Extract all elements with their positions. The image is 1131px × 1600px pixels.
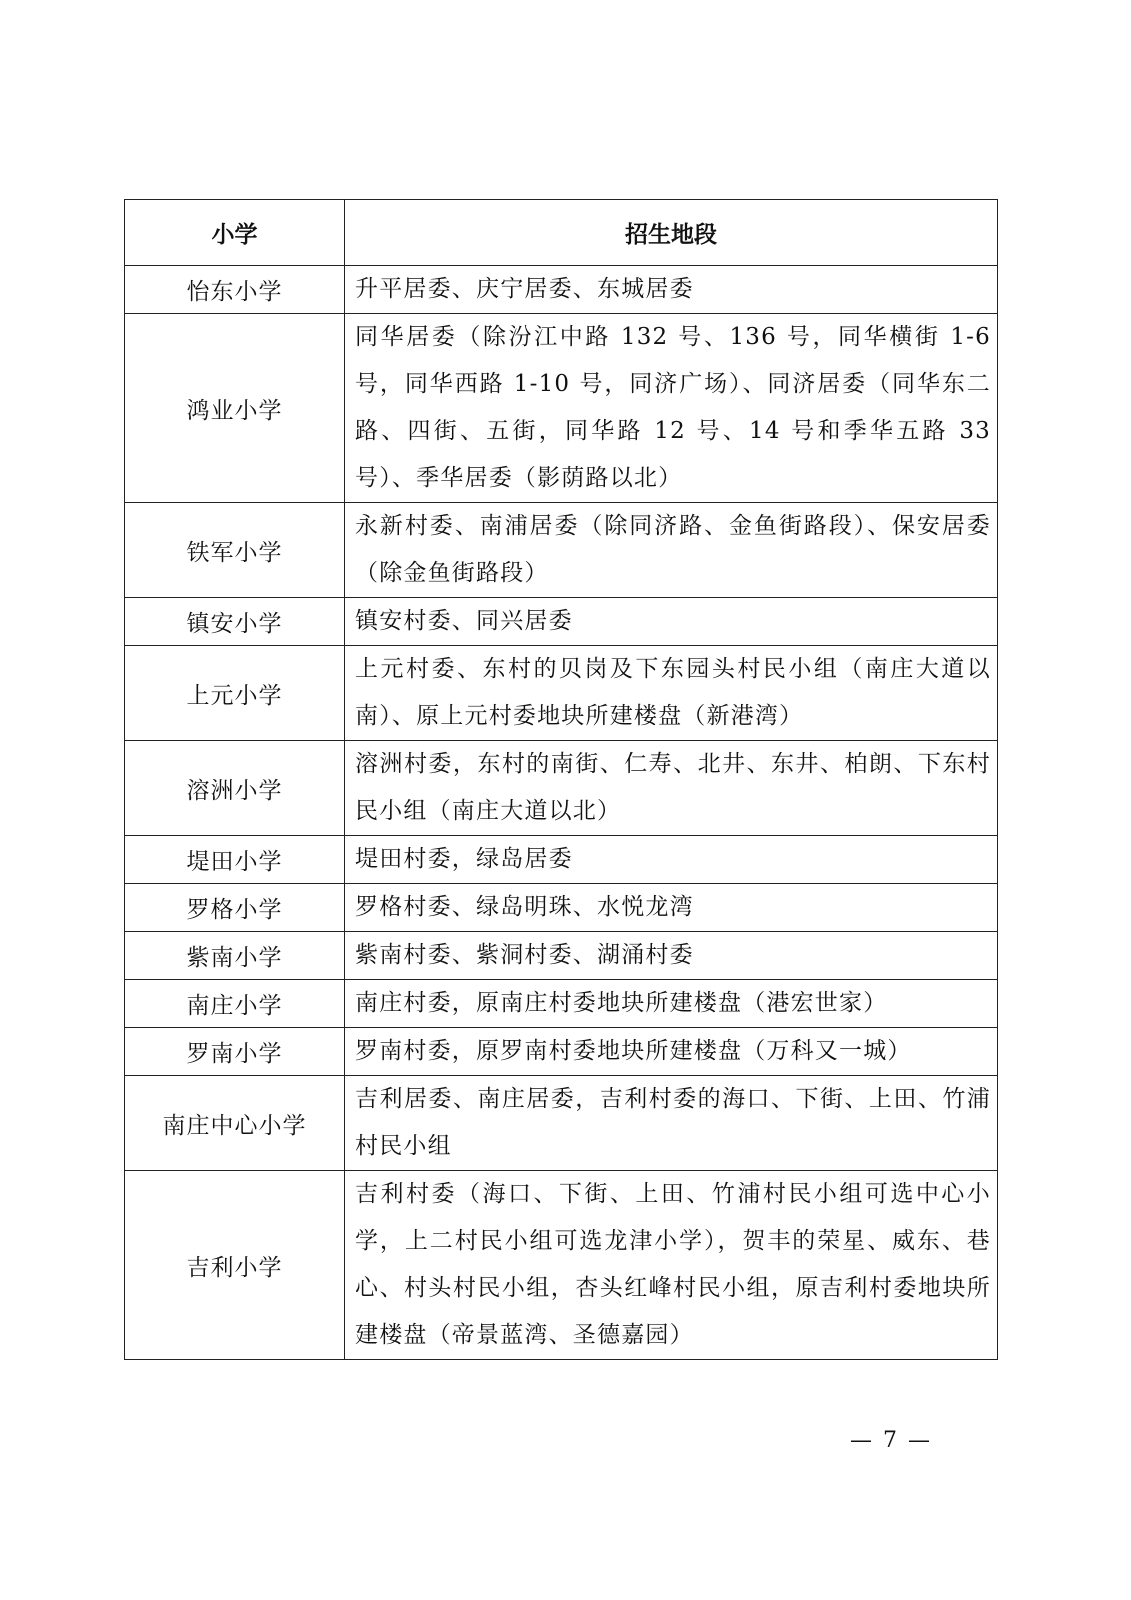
header-school: 小学: [125, 200, 345, 266]
enrollment-area-cell: 罗格村委、绿岛明珠、水悦龙湾: [345, 884, 998, 932]
table-row: [125, 932, 998, 980]
school-name-cell: 溶洲小学: [125, 741, 345, 836]
school-name-cell: 鸿业小学: [125, 314, 345, 503]
table-row: [125, 1171, 998, 1360]
school-name-cell: 罗南小学: [125, 1028, 345, 1076]
school-name-cell: 上元小学: [125, 646, 345, 741]
header-area: 招生地段: [345, 200, 998, 266]
school-name-cell: 紫南小学: [125, 932, 345, 980]
school-name-cell: 镇安小学: [125, 598, 345, 646]
table-header-row: [125, 200, 998, 266]
page-number: — 7 —: [850, 1428, 932, 1453]
enrollment-area-cell: 升平居委、庆宁居委、东城居委: [345, 266, 998, 314]
table-row: [125, 266, 998, 314]
enrollment-area-cell: 镇安村委、同兴居委: [345, 598, 998, 646]
school-name-cell: 南庄中心小学: [125, 1076, 345, 1171]
table-row: [125, 741, 998, 836]
table-row: [125, 836, 998, 884]
enrollment-area-cell: 吉利居委、南庄居委，吉利村委的海口、下街、上田、竹浦村民小组: [345, 1076, 998, 1171]
school-name-cell: 堤田小学: [125, 836, 345, 884]
enrollment-area-cell: 堤田村委，绿岛居委: [345, 836, 998, 884]
table-row: [125, 598, 998, 646]
enrollment-area-cell: 罗南村委，原罗南村委地块所建楼盘（万科又一城）: [345, 1028, 998, 1076]
table-row: [125, 1028, 998, 1076]
table-row: [125, 980, 998, 1028]
school-name-cell: 铁军小学: [125, 503, 345, 598]
enrollment-area-cell: 上元村委、东村的贝岗及下东园头村民小组（南庄大道以南）、原上元村委地块所建楼盘（新港湾）: [345, 646, 998, 741]
table-row: [125, 314, 998, 503]
enrollment-area-cell: 吉利村委（海口、下街、上田、竹浦村民小组可选中心小学，上二村民小组可选龙津小学），贺丰的荣星、威东、巷心、村头村民小组，杏头红峰村民小组，原吉利村委地块所建楼盘（帝景蓝湾、圣德嘉园）: [345, 1171, 998, 1360]
school-name-cell: 罗格小学: [125, 884, 345, 932]
enrollment-zone-table: [124, 199, 998, 1360]
enrollment-area-cell: 南庄村委，原南庄村委地块所建楼盘（港宏世家）: [345, 980, 998, 1028]
table-row: [125, 1076, 998, 1171]
enrollment-area-cell: 溶洲村委，东村的南街、仁寿、北井、东井、柏朗、下东村民小组（南庄大道以北）: [345, 741, 998, 836]
table-row: [125, 503, 998, 598]
enrollment-area-cell: 同华居委（除汾江中路 132 号、136 号，同华横街 1-6 号，同华西路 1-10 号，同济广场）、同济居委（同华东二路、四街、五街，同华路 12 号、14 号和季华五路 33 号）、季华居委（影荫路以北）: [345, 314, 998, 503]
school-name-cell: 吉利小学: [125, 1171, 345, 1360]
school-name-cell: 怡东小学: [125, 266, 345, 314]
enrollment-area-cell: 紫南村委、紫洞村委、湖涌村委: [345, 932, 998, 980]
enrollment-area-cell: 永新村委、南浦居委（除同济路、金鱼街路段）、保安居委（除金鱼街路段）: [345, 503, 998, 598]
table-row: [125, 884, 998, 932]
table-row: [125, 646, 998, 741]
school-name-cell: 南庄小学: [125, 980, 345, 1028]
